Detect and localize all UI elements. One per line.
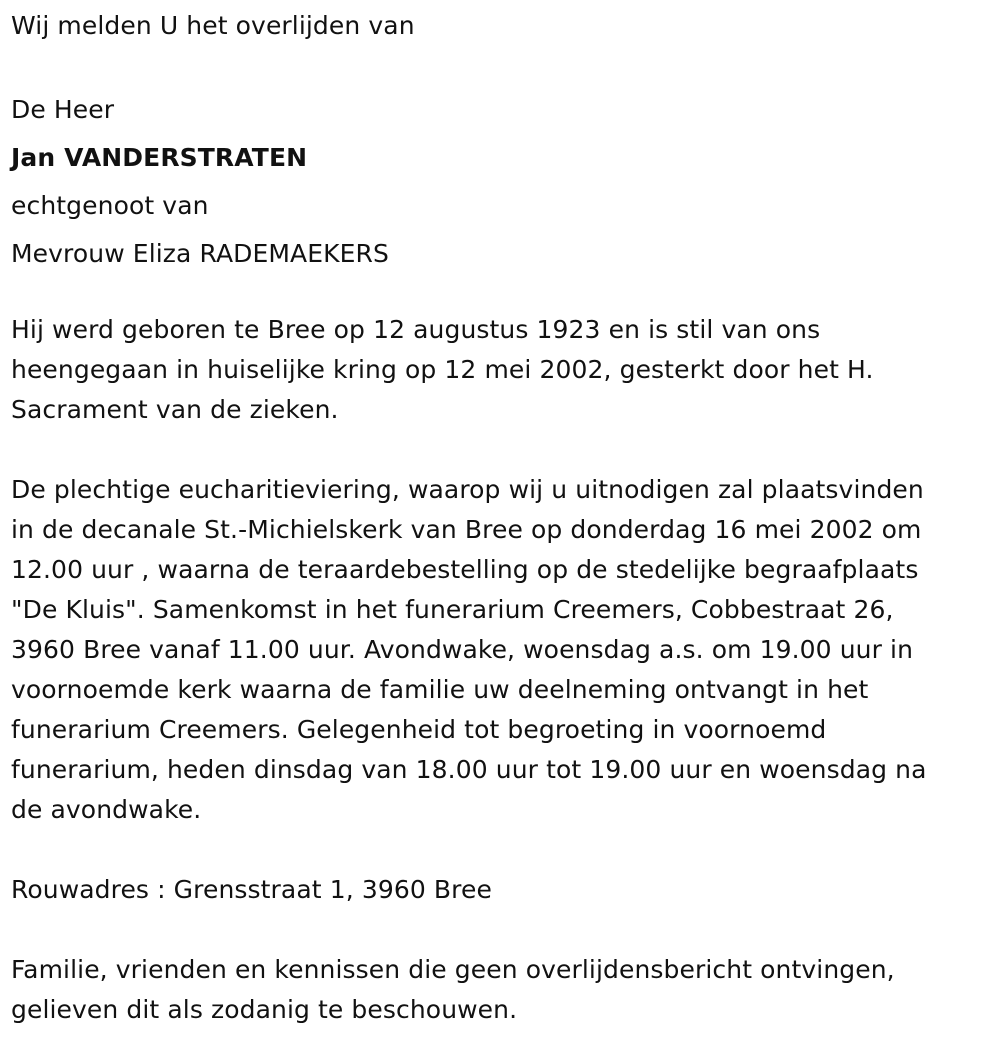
spouse-name: Mevrouw Eliza RADEMAEKERS (11, 239, 389, 268)
paragraph-line: "De Kluis". Samenkomst in het funerarium Creemers, Cobbestraat 26, (11, 595, 894, 624)
paragraph-line: Hij werd geboren te Bree op 12 augustus 1923 en is stil van ons (11, 315, 821, 344)
paragraph-line: gelieven dit als zodanig te beschouwen. (11, 995, 518, 1024)
paragraph-line: 12.00 uur , waarna de teraardebestelling op de stedelijke begraafplaats (11, 555, 919, 584)
paragraph-line: heengegaan in huiselijke kring op 12 mei 2002, gesterkt door het H. (11, 355, 874, 384)
paragraph-line: 3960 Bree vanaf 11.00 uur. Avondwake, woensdag a.s. om 19.00 uur in (11, 635, 914, 664)
death-notice-document (11, 6, 986, 1030)
paragraph-line: in de decanale St.-Michielskerk van Bree op donderdag 16 mei 2002 om (11, 515, 922, 544)
birth-paragraph (11, 310, 986, 430)
relation-line: echtgenoot van (11, 191, 209, 220)
intro-line: Wij melden U het overlijden van (11, 11, 415, 40)
mourning-address: Rouwadres : Grensstraat 1, 3960 Bree (11, 875, 492, 904)
ceremony-paragraph (11, 470, 986, 830)
paragraph-line: de avondwake. (11, 795, 202, 824)
deceased-name: Jan VANDERSTRATEN (11, 143, 308, 172)
paragraph-line: Sacrament van de zieken. (11, 395, 339, 424)
spacer (11, 46, 986, 86)
spacer (11, 278, 986, 310)
closing-paragraph (11, 950, 986, 1030)
deceased-block (11, 86, 986, 278)
paragraph-line: funerarium Creemers. Gelegenheid tot begroeting in voornoemd (11, 715, 827, 744)
paragraph-line: voornoemde kerk waarna de familie uw deelneming ontvangt in het (11, 675, 869, 704)
spacer (11, 830, 986, 870)
paragraph-line: Familie, vrienden en kennissen die geen overlijdensbericht ontvingen, (11, 955, 895, 984)
paragraph-line: De plechtige eucharitieviering, waarop wij u uitnodigen zal plaatsvinden (11, 475, 924, 504)
spacer (11, 910, 986, 950)
title-line: De Heer (11, 95, 115, 124)
paragraph-line: funerarium, heden dinsdag van 18.00 uur tot 19.00 uur en woensdag na (11, 755, 927, 784)
spacer (11, 430, 986, 470)
